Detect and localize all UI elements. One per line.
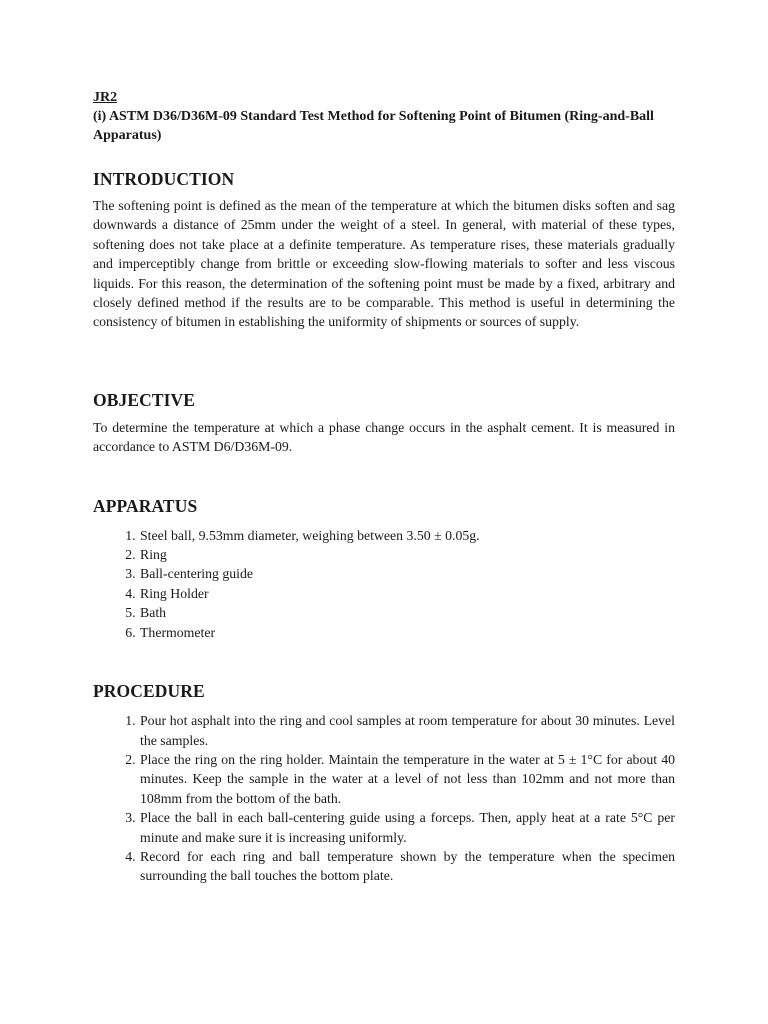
document-page [93, 88, 675, 886]
list-item: 5. Bath [139, 603, 675, 622]
document-title: (i) ASTM D36/D36M-09 Standard Test Method for Softening Point of Bitumen (Ring-and-Ball Apparatus) [93, 109, 654, 143]
list-item: 4. Ring Holder [139, 584, 675, 603]
list-item: 1. Pour hot asphalt into the ring and cool samples at room temperature for about 30 minutes. Level the samples. [139, 711, 675, 750]
list-item: 6. Thermometer [139, 623, 675, 642]
document-code: JR2 [93, 90, 118, 105]
introduction-paragraph: The softening point is defined as the mean of the temperature at which the bitumen disks soften and sag downwards a distance of 25mm under the weight of a steel. In general, with material of these types, softening does not take place at a definite temperature. As temperature rises, these materials gradually and imperceptibly change from brittle or exceeding slow-flowing materials to softer and less viscous liquids. For this reason, the determination of the softening point must be made by a fixed, arbitrary and closely defined method if the results are to be comparable. This method is useful in determining the consistency of bitumen in establishing the uniformity of shipments or sources of supply. [93, 198, 675, 330]
procedure-list [93, 711, 675, 886]
list-item: 2. Ring [139, 545, 675, 564]
apparatus-list [93, 526, 675, 642]
list-item: 4. Record for each ring and ball temperature shown by the temperature when the specimen surrounding the ball touches the bottom plate. [139, 847, 675, 886]
list-item: 3. Ball-centering guide [139, 564, 675, 583]
list-item: 3. Place the ball in each ball-centering guide using a forceps. Then, apply heat at a rate 5°C per minute and make sure it is increasing uniformly. [139, 808, 675, 847]
procedure-heading: PROCEDURE [93, 681, 205, 702]
apparatus-heading: APPARATUS [93, 495, 198, 516]
list-item: 2. Place the ring on the ring holder. Maintain the temperature in the water at 5 ± 1°C for about 40 minutes. Keep the sample in the water at a level of not less than 102mm and not more than 108mm from the bottom of the bath. [139, 750, 675, 808]
objective-heading: OBJECTIVE [93, 389, 196, 410]
list-item: 1. Steel ball, 9.53mm diameter, weighing between 3.50 ± 0.05g. [139, 526, 675, 545]
objective-paragraph: To determine the temperature at which a phase change occurs in the asphalt cement. It is measured in accordance to ASTM D6/D36M-09. [93, 419, 675, 455]
introduction-heading: INTRODUCTION [93, 169, 235, 189]
